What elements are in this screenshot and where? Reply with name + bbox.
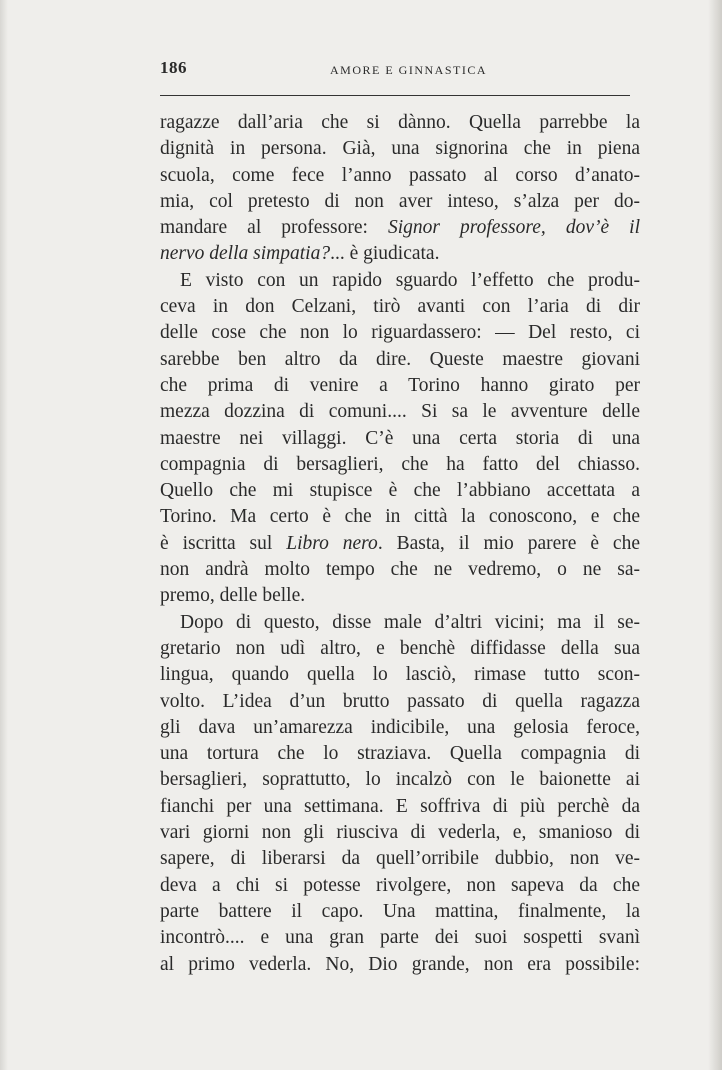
text-line (160, 163, 640, 189)
text-segment: premo, delle belle. (160, 585, 306, 607)
text-segment: dignità in persona. Già, una signorina che in piena (160, 138, 640, 160)
text-segment: . Basta, il mio parere è che (377, 532, 640, 554)
text-line (160, 241, 640, 267)
text-line (160, 399, 640, 425)
text-line (160, 610, 640, 636)
text-segment: deva a chi si potesse rivolgere, non sapeva da che (160, 874, 640, 896)
text-line (160, 268, 640, 294)
italic-text: Signor professore, dov’è il (387, 217, 640, 239)
text-segment: delle cose che non lo riguardassero: — Del resto, ci (160, 322, 640, 344)
text-segment: mandare al professore: (160, 217, 388, 239)
running-title: AMORE E GINNASTICA (330, 63, 487, 77)
italic-text: nervo della simpatia? (160, 243, 331, 265)
text-segment: mia, col pretesto di non aver inteso, s’alza per do- (160, 190, 640, 212)
text-segment: è iscritta sul (160, 532, 287, 554)
text-line (160, 952, 640, 978)
text-segment: bersaglieri, soprattutto, lo incalzò con le baionette ai (160, 769, 640, 791)
text-line (160, 741, 640, 767)
text-line (160, 478, 640, 504)
text-line (160, 794, 640, 820)
text-segment: compagnia di bersaglieri, che ha fatto del chiasso. (160, 453, 640, 475)
text-line (160, 452, 640, 478)
text-segment: sarebbe ben altro da dire. Queste maestre giovani (160, 348, 640, 370)
text-segment: E visto con un rapido sguardo l’effetto che produ- (180, 269, 640, 291)
body-text (160, 110, 640, 978)
text-line (160, 504, 640, 530)
text-segment: volto. L’idea d’un brutto passato di quella ragazza (160, 690, 640, 712)
page-header (160, 58, 630, 84)
text-line (160, 557, 640, 583)
text-segment: gli dava un’amarezza indicibile, una gelosia feroce, (160, 716, 640, 738)
text-line (160, 846, 640, 872)
text-line (160, 294, 640, 320)
text-line (160, 373, 640, 399)
text-segment: una tortura che lo straziava. Quella compagnia di (160, 743, 640, 765)
text-line (160, 426, 640, 452)
text-segment: ragazze dall’aria che si dànno. Quella parrebbe la (160, 112, 640, 133)
text-segment: gretario non udì altro, e benchè diffidasse della sua (160, 637, 640, 659)
text-segment: Torino. Ma certo è che in città la conoscono, e che (160, 506, 640, 528)
text-line (160, 899, 640, 925)
text-line (160, 689, 640, 715)
text-segment: Quello che mi stupisce è che l’abbiano accettata a (160, 480, 640, 502)
header-rule (160, 95, 630, 96)
text-segment: fianchi per una settimana. E soffriva di più perchè da (160, 795, 640, 817)
text-segment: Dopo di questo, disse male d’altri vicini; ma il se- (180, 611, 640, 633)
page-edge-right (708, 0, 722, 1070)
text-segment: ceva in don Celzani, tirò avanti con l’aria di dir (160, 296, 640, 318)
text-line (160, 820, 640, 846)
page-edge-left (0, 0, 8, 1070)
text-segment: parte battere il capo. Una mattina, finalmente, la (160, 900, 640, 922)
text-segment: vari giorni non gli riusciva di vederla, e, smanioso di (160, 822, 640, 844)
text-line (160, 347, 640, 373)
text-segment: al primo vederla. No, Dio grande, non era possibile: (160, 953, 640, 975)
text-segment: ... è giudicata. (330, 243, 440, 265)
italic-text: Libro nero (286, 532, 378, 554)
text-segment: lingua, quando quella lo lasciò, rimase tutto scon- (160, 664, 640, 686)
text-line (160, 215, 640, 241)
text-line (160, 110, 640, 136)
page-number: 186 (160, 58, 187, 77)
text-segment: maestre nei villaggi. C’è una certa storia di una (160, 427, 640, 449)
text-segment: sapere, di liberarsi da quell’orribile dubbio, non ve- (160, 848, 640, 870)
text-line (160, 583, 640, 609)
text-segment: che prima di venire a Torino hanno girato per (160, 374, 640, 396)
text-line (160, 320, 640, 346)
text-line (160, 189, 640, 215)
text-line (160, 767, 640, 793)
text-line (160, 662, 640, 688)
text-segment: mezza dozzina di comuni.... Si sa le avventure delle (160, 401, 640, 423)
text-segment: incontrò.... e una gran parte dei suoi sospetti svanì (160, 927, 640, 949)
text-segment: scuola, come fece l’anno passato al corso d’anato- (160, 164, 640, 186)
text-line (160, 715, 640, 741)
text-line (160, 636, 640, 662)
text-line (160, 925, 640, 951)
text-line (160, 531, 640, 557)
text-line (160, 136, 640, 162)
text-segment: non andrà molto tempo che ne vedremo, o ne sa- (160, 559, 640, 581)
text-line (160, 873, 640, 899)
